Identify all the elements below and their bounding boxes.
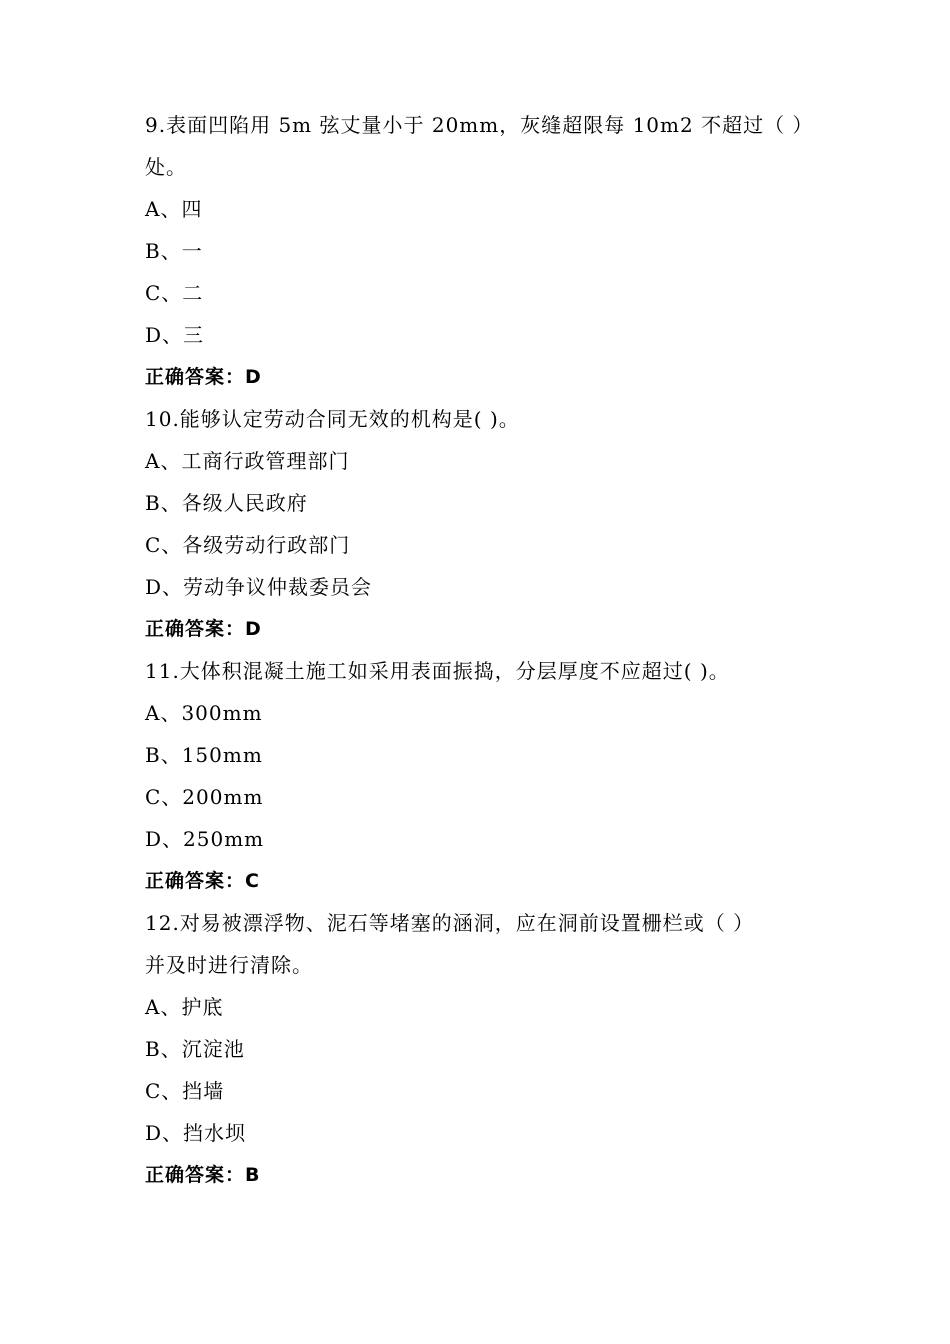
document-page bbox=[145, 104, 814, 1196]
question-stem-line: 9.表面凹陷用 5m 弦丈量小于 20mm，灰缝超限每 10m2 不超过（ ） bbox=[145, 113, 814, 137]
question-stem-line: 10.能够认定劳动合同无效的机构是( )。 bbox=[145, 407, 520, 431]
option-d: D、三 bbox=[145, 323, 205, 347]
question-9 bbox=[145, 104, 814, 398]
option-a: A、四 bbox=[145, 197, 203, 221]
option-a: A、工商行政管理部门 bbox=[145, 449, 350, 473]
option-d: D、250mm bbox=[145, 827, 265, 851]
question-10 bbox=[145, 398, 805, 650]
question-stem-line: 并及时进行清除。 bbox=[145, 953, 313, 977]
correct-answer: 正确答案：C bbox=[145, 870, 260, 892]
option-b: B、沉淀池 bbox=[145, 1037, 245, 1061]
option-b: B、150mm bbox=[145, 743, 263, 767]
option-c: C、二 bbox=[145, 281, 204, 305]
option-d: D、挡水坝 bbox=[145, 1121, 247, 1145]
option-c: C、各级劳动行政部门 bbox=[145, 533, 351, 557]
question-stem-line: 处。 bbox=[145, 155, 187, 179]
question-12 bbox=[145, 902, 805, 1196]
option-d: D、劳动争议仲裁委员会 bbox=[145, 575, 373, 599]
option-b: B、一 bbox=[145, 239, 203, 263]
correct-answer: 正确答案：D bbox=[145, 366, 262, 388]
question-11 bbox=[145, 650, 805, 902]
option-b: B、各级人民政府 bbox=[145, 491, 308, 515]
question-stem-line: 11.大体积混凝土施工如采用表面振捣，分层厚度不应超过( )。 bbox=[145, 659, 730, 683]
correct-answer: 正确答案：B bbox=[145, 1164, 261, 1186]
option-a: A、护底 bbox=[145, 995, 224, 1019]
option-c: C、200mm bbox=[145, 785, 264, 809]
correct-answer: 正确答案：D bbox=[145, 618, 262, 640]
question-stem-line: 12.对易被漂浮物、泥石等堵塞的涵洞，应在洞前设置栅栏或（ ） bbox=[145, 911, 755, 935]
option-a: A、300mm bbox=[145, 701, 263, 725]
option-c: C、挡墙 bbox=[145, 1079, 225, 1103]
